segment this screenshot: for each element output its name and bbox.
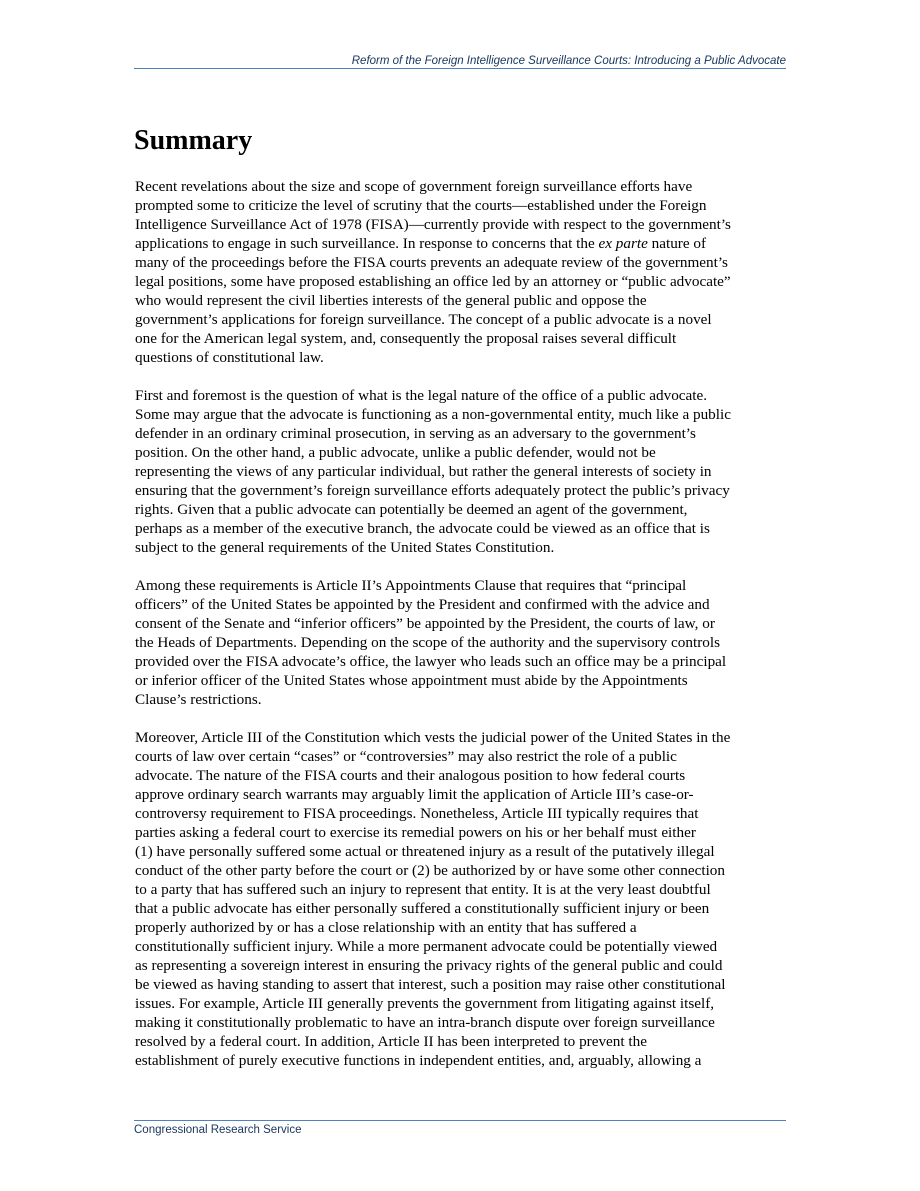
text-line: (1) have personally suffered some actual or threatened injury as a result of the putatively illegal <box>135 843 715 860</box>
text-line: Clause’s restrictions. <box>135 691 262 708</box>
footer-org-name: Congressional Research Service <box>134 1124 302 1136</box>
text-line <box>135 234 789 253</box>
paragraph-3 <box>135 576 789 709</box>
text-line: or inferior officer of the United States whose appointment must abide by the Appointments <box>135 672 688 689</box>
running-header-title: Reform of the Foreign Intelligence Surveillance Courts: Introducing a Public Advocate <box>351 55 786 67</box>
text-line: consent of the Senate and “inferior officers” be appointed by the President, the courts of law, or <box>135 615 715 632</box>
text-line: as representing a sovereign interest in ensuring the privacy rights of the general public and could <box>135 957 723 974</box>
text-line: who would represent the civil liberties interests of the general public and oppose the <box>135 292 647 309</box>
text-line: government’s applications for foreign surveillance. The concept of a public advocate is a novel <box>135 311 712 328</box>
text-line: resolved by a federal court. In addition, Article II has been interpreted to prevent the <box>135 1033 647 1050</box>
page-title: Summary <box>134 125 253 156</box>
paragraph-4 <box>135 728 789 1070</box>
text-line: legal positions, some have proposed establishing an office led by an attorney or “public advocate” <box>135 273 731 290</box>
text-fragment: nature of <box>647 235 707 252</box>
text-line: to a party that has suffered such an injury to represent that entity. It is at the very least doubtful <box>135 881 711 898</box>
text-line: courts of law over certain “cases” or “controversies” may also restrict the role of a public <box>135 748 677 765</box>
text-line: be viewed as having standing to assert that interest, such a position may raise other constitutional <box>135 976 726 993</box>
text-line: Among these requirements is Article II’s Appointments Clause that requires that “principal <box>135 577 687 594</box>
text-line: making it constitutionally problematic to have an intra-branch dispute over foreign surveillance <box>135 1014 715 1031</box>
text-line: many of the proceedings before the FISA courts prevents an adequate review of the government’s <box>135 254 728 271</box>
text-fragment: applications to engage in such surveillance. In response to concerns that the <box>135 235 599 252</box>
text-line: Intelligence Surveillance Act of 1978 (FISA)—currently provide with respect to the government’s <box>135 216 731 233</box>
text-line: Recent revelations about the size and scope of government foreign surveillance efforts have <box>135 178 693 195</box>
text-line: perhaps as a member of the executive branch, the advocate could be viewed as an office that is <box>135 520 710 537</box>
text-line: subject to the general requirements of the United States Constitution. <box>135 539 555 556</box>
paragraph-1 <box>135 177 789 367</box>
text-line: rights. Given that a public advocate can potentially be deemed an agent of the government, <box>135 501 688 518</box>
text-line: constitutionally sufficient injury. While a more permanent advocate could be potentially viewed <box>135 938 718 955</box>
text-line: Some may argue that the advocate is functioning as a non-governmental entity, much like a public <box>135 406 731 423</box>
text-line: representing the views of any particular individual, but rather the general interests of society in <box>135 463 712 480</box>
text-line: properly authorized by or has a close relationship with an entity that has suffered a <box>135 919 637 936</box>
footer-divider <box>134 1120 786 1121</box>
text-line: advocate. The nature of the FISA courts and their analogous position to how federal courts <box>135 767 686 784</box>
text-line: position. On the other hand, a public advocate, unlike a public defender, would not be <box>135 444 656 461</box>
text-line: issues. For example, Article III generally prevents the government from litigating against itself, <box>135 995 715 1012</box>
text-line: defender in an ordinary criminal prosecution, in serving as an adversary to the government’s <box>135 425 696 442</box>
text-line: officers” of the United States be appointed by the President and confirmed with the advice and <box>135 596 710 613</box>
text-line: conduct of the other party before the court or (2) be authorized by or have some other connection <box>135 862 725 879</box>
text-line: Moreover, Article III of the Constitution which vests the judicial power of the United States in the <box>135 729 731 746</box>
text-line: ensuring that the government’s foreign surveillance efforts adequately protect the public’s privacy <box>135 482 730 499</box>
text-line: establishment of purely executive functions in independent entities, and, arguably, allowing a <box>135 1052 702 1069</box>
italic-term-ex-parte: ex parte <box>598 235 648 252</box>
text-line: First and foremost is the question of what is the legal nature of the office of a public advocate. <box>135 387 708 404</box>
text-line: one for the American legal system, and, consequently the proposal raises several difficult <box>135 330 677 347</box>
text-line: provided over the FISA advocate’s office, the lawyer who leads such an office may be a principal <box>135 653 727 670</box>
header-divider <box>134 68 786 69</box>
paragraph-2 <box>135 386 789 557</box>
text-line: that a public advocate has either personally suffered a constitutionally sufficient injury or been <box>135 900 710 917</box>
summary-body <box>135 177 789 1089</box>
text-line: questions of constitutional law. <box>135 349 324 366</box>
text-line: approve ordinary search warrants may arguably limit the application of Article III’s case-or- <box>135 786 694 803</box>
text-line: the Heads of Departments. Depending on the scope of the authority and the supervisory controls <box>135 634 720 651</box>
text-line: controversy requirement to FISA proceedings. Nonetheless, Article III typically requires that <box>135 805 699 822</box>
text-line: prompted some to criticize the level of scrutiny that the courts—established under the Foreign <box>135 197 707 214</box>
text-line: parties asking a federal court to exercise its remedial powers on his or her behalf must either <box>135 824 696 841</box>
